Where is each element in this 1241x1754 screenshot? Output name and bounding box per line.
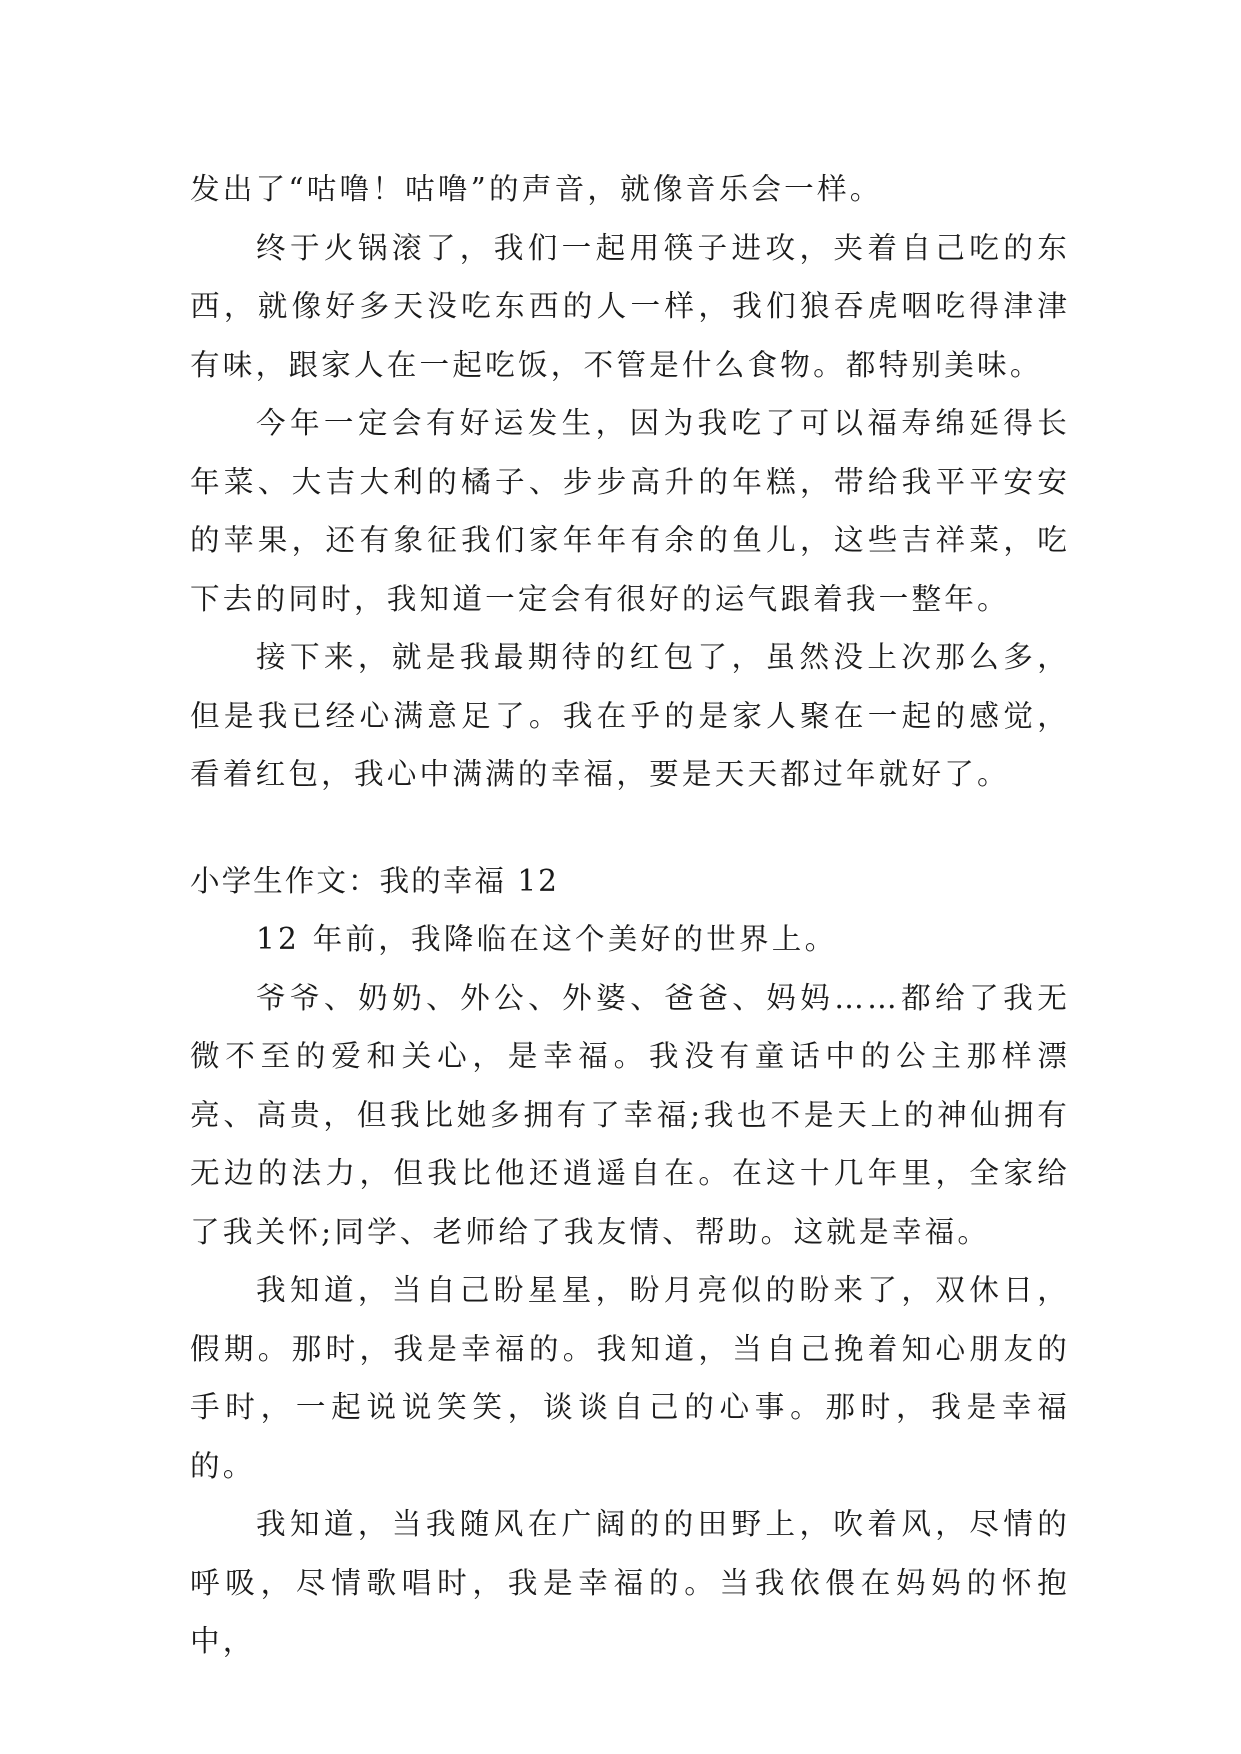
paragraph-1: 发出了“咕噜！咕噜”的声音，就像音乐会一样。 <box>190 172 883 206</box>
paragraph-4: 接下来，就是我最期待的红包了，虽然没上次那么多，但是我已经心满意足了。我在乎的是家人聚在一起的感觉，看着红包，我心中满满的幸福，要是天天都过年就好了。 <box>190 640 1070 791</box>
paragraph-8: 我知道，当我随风在广阔的的田野上，吹着风，尽情的呼吸，尽情歌唱时，我是幸福的。当我依偎在妈妈的怀抱中， <box>190 1507 1070 1658</box>
paragraph-6: 爷爷、奶奶、外公、外婆、爸爸、妈妈……都给了我无微不至的爱和关心，是幸福。我没有童话中的公主那样漂亮、高贵，但我比她多拥有了幸福;我也不是天上的神仙拥有无边的法力，但我比他还逍遥自在。在这十几年里，全家给了我关怀;同学、老师给了我友情、帮助。这就是幸福。 <box>190 980 1070 1249</box>
paragraph-7: 我知道，当自己盼星星，盼月亮似的盼来了，双休日，假期。那时，我是幸福的。我知道，当自己挽着知心朋友的手时，一起说说笑笑，谈谈自己的心事。那时，我是幸福的。 <box>190 1273 1070 1483</box>
paragraph-3: 今年一定会有好运发生，因为我吃了可以福寿绵延得长年菜、大吉大利的橘子、步步高升的年糕，带给我平平安安的苹果，还有象征我们家年年有余的鱼儿，这些吉祥菜，吃下去的同时，我知道一定会有很好的运气跟着我一整年。 <box>190 406 1070 616</box>
paragraph-2: 终于火锅滚了，我们一起用筷子进攻，夹着自己吃的东西，就像好多天没吃东西的人一样，我们狼吞虎咽吃得津津有味，跟家人在一起吃饭，不管是什么食物。都特别美味。 <box>190 230 1070 382</box>
section-title: 小学生作文：我的幸福 12 <box>190 863 560 898</box>
document-body <box>190 160 1070 1671</box>
paragraph-5: 12 年前，我降临在这个美好的世界上。 <box>256 922 838 956</box>
